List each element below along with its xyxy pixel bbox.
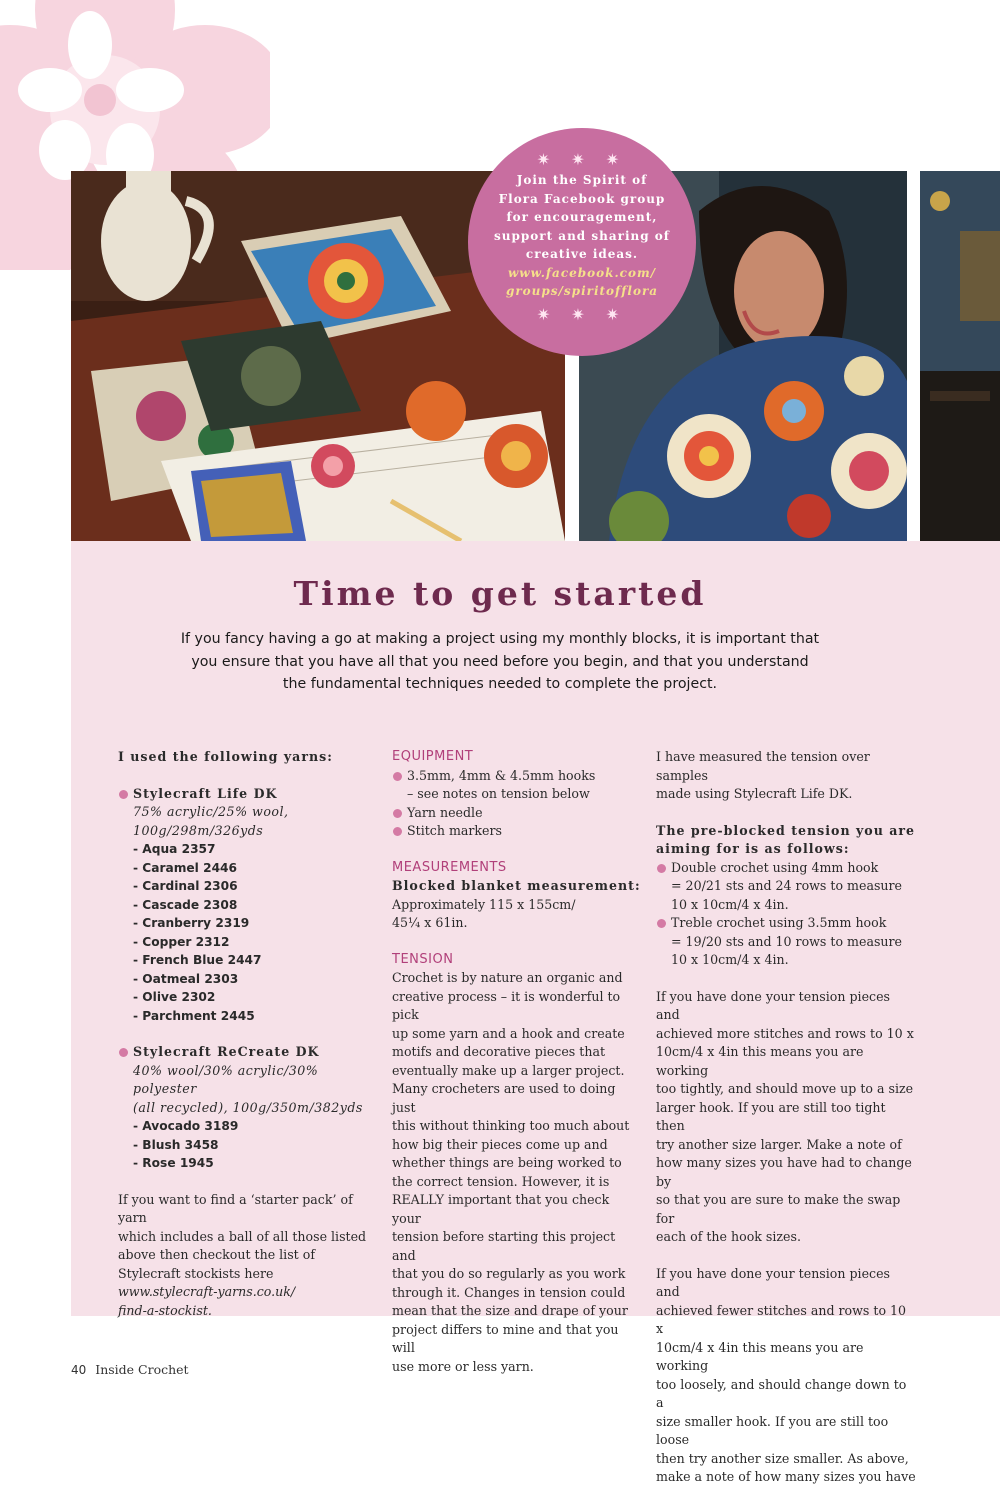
yarn-name: Stylecraft Life DK (118, 785, 368, 804)
tension-advice: achieved more stitches and rows to 10 x (656, 1025, 914, 1041)
page-number: 40 (71, 1363, 87, 1377)
equipment-item: Yarn needle (392, 804, 642, 823)
badge-text-line: creative ideas. (525, 247, 639, 261)
facebook-link[interactable]: groups/spiritofflora (505, 284, 659, 298)
shade-item: - Blush 3458 (133, 1137, 219, 1152)
tension-text: Crochet is by nature an organic and (392, 970, 623, 985)
tension-advice: each of the hook sizes. (656, 1229, 801, 1244)
yarn-description: 40% wool/30% acrylic/30% polyester (133, 1062, 319, 1096)
tension-advice: achieved fewer stitches and rows to 10 x (656, 1302, 907, 1336)
tension-text: motifs and decorative pieces that (392, 1044, 606, 1059)
equipment-item: 3.5mm, 4mm & 4.5mm hooks (392, 767, 642, 786)
facebook-link[interactable]: www.facebook.com/ (507, 265, 657, 280)
tension-advice: how many sizes you have had to change by (656, 1155, 912, 1189)
tension-intro: I have measured the tension over samples (656, 749, 870, 783)
tension-advice: If you have done your tension pieces and (656, 1265, 891, 1299)
equipment-note: – see notes on tension below (407, 786, 590, 801)
equipment-item: Stitch markers (392, 822, 642, 841)
tension-advice: make a note of how many sizes you have (656, 1469, 916, 1484)
tension-heading: TENSION (392, 951, 454, 967)
tension-advice: larger hook. If you are still too tight then (656, 1099, 886, 1133)
tension-spec: = 20/21 sts and 24 rows to measure (671, 878, 902, 893)
intro-paragraph: If you fancy having a go at making a project using my monthly blocks, it is important that you ensure that you have all that you need before you begin, and that you understand the fundamental techniques needed to complete the project. (180, 631, 820, 692)
equipment-column (392, 748, 642, 1376)
shade-item: - Copper 2312 (133, 934, 230, 949)
tension-text: Many crocheters are used to doing just (392, 1081, 616, 1115)
starter-pack-text: Stylecraft stockists here (118, 1265, 274, 1281)
tension-spec: 10 x 10cm/4 x 4in. (671, 952, 789, 967)
shade-item: - Cascade 2308 (133, 897, 238, 912)
shade-item: - Rose 1945 (133, 1156, 214, 1170)
stockist-link[interactable]: find-a-stockist. (118, 1302, 212, 1318)
yarn-description: 100g/298m/326yds (133, 822, 264, 838)
magazine-name: Inside Crochet (95, 1362, 189, 1377)
pre-blocked-heading: The pre-blocked tension you are (656, 822, 916, 838)
tension-text: use more or less yarn. (392, 1358, 534, 1374)
tension-text: through it. Changes in tension could (392, 1284, 626, 1300)
tension-advice: If you have done your tension pieces and (656, 988, 891, 1022)
tension-advice: then try another size smaller. As above, (656, 1450, 909, 1466)
tension-text: that you do so regularly as you work (392, 1266, 626, 1281)
yarn-description: 75% acrylic/25% wool, (133, 804, 289, 819)
shade-item: - Aqua 2357 (133, 842, 216, 856)
star-icon: ✷ ✷ ✷ (536, 150, 628, 169)
tension-text: tension before starting this project and (392, 1229, 616, 1263)
tension-spec: 10 x 10cm/4 x 4in. (671, 896, 789, 912)
tension-text: REALLY important that you check your (392, 1192, 610, 1226)
room-interior-photo (920, 171, 1000, 541)
tension-advice: size smaller hook. If you are still too loose (656, 1413, 889, 1447)
tension-text: this without thinking too much about (392, 1118, 630, 1133)
tension-text: how big their pieces come up and (392, 1136, 608, 1152)
tension-advice: too tightly, and should move up to a size (656, 1081, 914, 1096)
yarns-column (118, 748, 368, 1320)
stockist-link[interactable]: www.stylecraft-yarns.co.uk/ (118, 1284, 296, 1299)
tension-advice: too loosely, and should change down to a (656, 1376, 907, 1410)
shade-item: - French Blue 2447 (133, 953, 262, 967)
shade-item: - Cardinal 2306 (133, 879, 238, 893)
facebook-group-badge (468, 128, 696, 356)
yarn-name: Stylecraft ReCreate DK (118, 1043, 368, 1062)
tension-spec: Double crochet using 4mm hook (656, 859, 916, 878)
shade-item: - Parchment 2445 (133, 1008, 255, 1023)
badge-text-line: for encouragement, (506, 210, 658, 224)
tension-text: the correct tension. However, it is (392, 1173, 610, 1189)
tension-text: eventually make up a larger project. (392, 1062, 625, 1078)
tension-advice: 10cm/4 x 4in this means you are working (656, 1044, 864, 1078)
blocked-value: 45¼ x 61in. (392, 915, 468, 930)
starter-pack-text: which includes a ball of all those listed (118, 1228, 367, 1244)
shade-item: - Olive 2302 (133, 990, 216, 1004)
badge-text-line: Join the Spirit of (516, 173, 648, 187)
measurements-heading: MEASUREMENTS (392, 859, 507, 875)
blocked-value: Approximately 115 x 155cm/ (392, 896, 576, 912)
badge-text-line: support and sharing of (494, 228, 670, 243)
tension-text: mean that the size and drape of your (392, 1303, 628, 1318)
shade-item: - Oatmeal 2303 (133, 971, 239, 986)
tension-advice: 10cm/4 x 4in this means you are working (656, 1339, 864, 1373)
tension-text: creative process – it is wonderful to pick (392, 988, 621, 1022)
shade-item: - Avocado 3189 (133, 1119, 239, 1133)
pre-blocked-heading: aiming for is as follows: (656, 841, 850, 856)
tension-spec: = 19/20 sts and 10 rows to measure (671, 933, 902, 949)
equipment-heading: EQUIPMENT (392, 749, 474, 764)
tension-text: up some yarn and a hook and create (392, 1025, 625, 1041)
starter-pack-text: If you want to find a ‘starter pack’ of yarn (118, 1191, 353, 1225)
starter-pack-text: above then checkout the list of (118, 1247, 315, 1262)
tension-advice: so that you are sure to make the swap for (656, 1192, 901, 1226)
page-footer (71, 1362, 189, 1377)
tension-advice: try another size larger. Make a note of (656, 1136, 902, 1152)
badge-text-line: Flora Facebook group (498, 191, 666, 206)
yarns-heading: I used the following yarns: (118, 749, 333, 764)
blocked-label: Blocked blanket measurement: (392, 878, 641, 893)
tension-spec: Treble crochet using 3.5mm hook (656, 914, 916, 933)
tension-text: project differs to mine and that you will (392, 1321, 619, 1355)
shade-item: - Caramel 2446 (133, 860, 238, 875)
tension-intro: made using Stylecraft Life DK. (656, 786, 853, 801)
tension-text: whether things are being worked to (392, 1155, 622, 1170)
shade-item: - Cranberry 2319 (133, 916, 250, 930)
star-icon: ✷ ✷ ✷ (536, 304, 628, 324)
yarn-description: (all recycled), 100g/350m/382yds (133, 1099, 363, 1115)
page-title: Time to get started (293, 574, 707, 613)
tension-details-column (656, 748, 916, 1487)
